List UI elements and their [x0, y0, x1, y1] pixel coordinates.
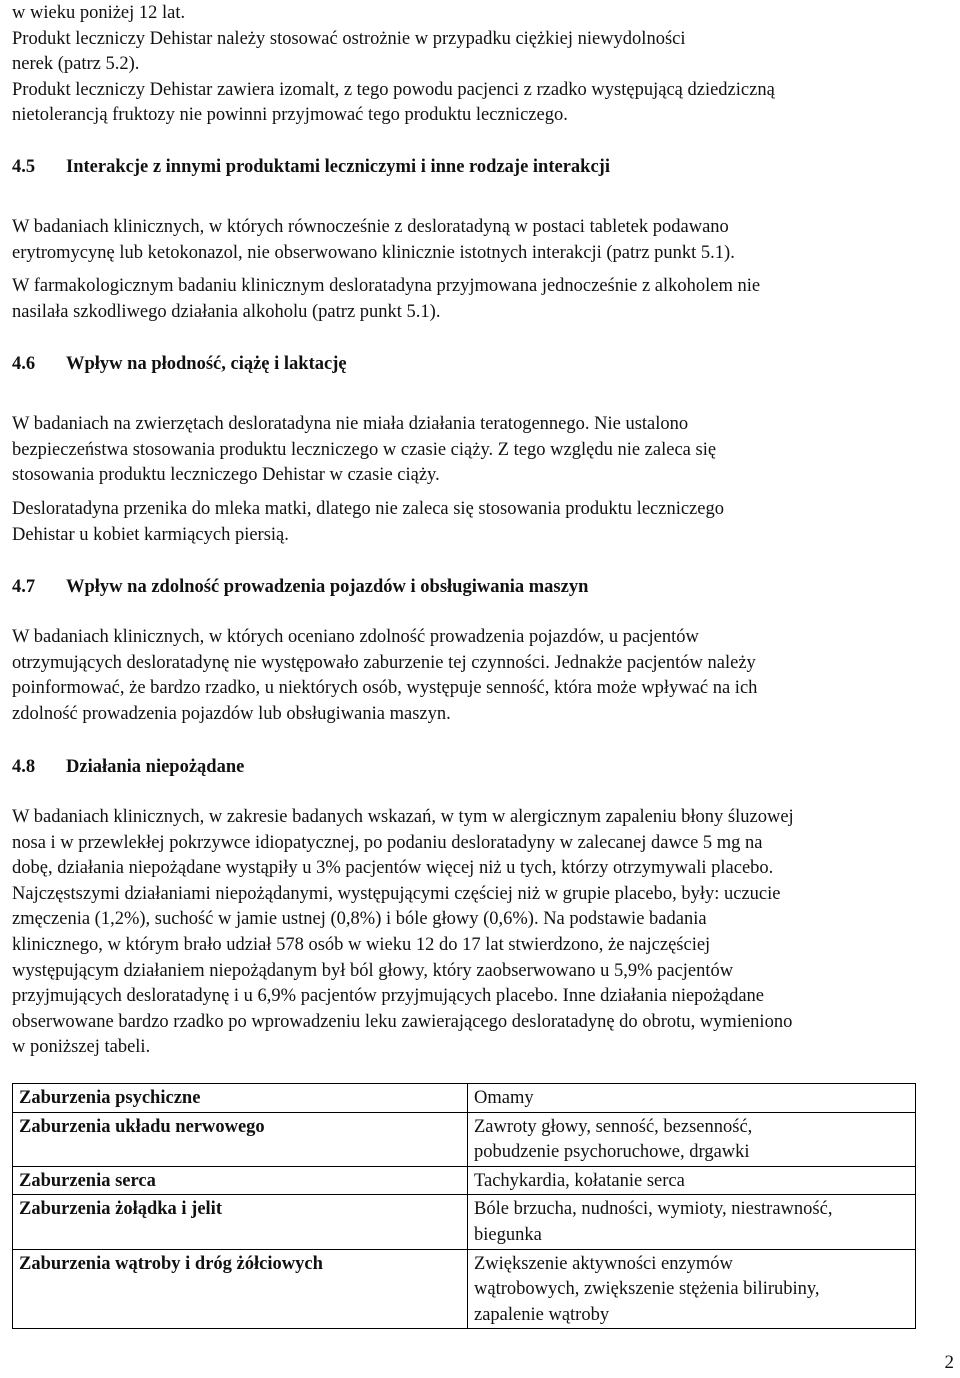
- paragraph-line: zmęczenia (1,2%), suchość w jamie ustnej (0,8%) i bóle głowy (0,6%). Na podstawie badania: [12, 909, 707, 930]
- paragraph-line: nosa i w przewlekłej pokrzywce idiopatycznej, po podaniu desloratadyny w zalecanej dawce 5 mg na: [12, 832, 763, 853]
- section-number: 4.6: [12, 354, 36, 374]
- effects-cell: [468, 1112, 916, 1166]
- paragraph-line: występującym działaniem niepożądanym był ból głowy, który zaobserwowano u 5,9% pacjentów: [12, 960, 734, 981]
- paragraph-line: Desloratadyna przenika do mleka matki, dlatego nie zaleca się stosowania produktu leczniczego: [12, 499, 724, 519]
- paragraph-line: poinformować, że bardzo rzadko, u niektórych osób, występuje senność, która może wpływać na ich: [12, 678, 758, 699]
- organ-class-cell: Zaburzenia serca: [13, 1166, 468, 1195]
- organ-class-cell: Zaburzenia psychiczne: [13, 1084, 468, 1113]
- section-title: Działania niepożądane: [66, 757, 245, 777]
- section-title: Wpływ na płodność, ciążę i laktację: [66, 354, 347, 374]
- organ-class-cell: Zaburzenia żołądka i jelit: [13, 1195, 468, 1249]
- effects-line: Zawroty głowy, senność, bezsenność,: [474, 1116, 753, 1137]
- section-title: Interakcje z innymi produktami leczniczymi i inne rodzaje interakcji: [66, 157, 610, 177]
- effects-line: Tachykardia, kołatanie serca: [474, 1170, 685, 1191]
- paragraph-line: Dehistar u kobiet karmiących piersią.: [12, 524, 289, 545]
- effects-line: pobudzenie psychoruchowe, drgawki: [474, 1142, 750, 1163]
- paragraph-line: W farmakologicznym badaniu klinicznym desloratadyna przyjmowana jednocześnie z alkoholem nie: [12, 276, 761, 296]
- section-4-5-paragraph: [12, 274, 760, 325]
- intro-line: w wieku poniżej 12 lat.: [12, 3, 186, 23]
- section-number: 4.7: [12, 577, 36, 597]
- effects-cell: [468, 1249, 916, 1329]
- effects-line: biegunka: [474, 1224, 542, 1245]
- section-4-5-paragraph: [12, 215, 735, 266]
- paragraph-line: obserwowane bardzo rzadko po wprowadzeniu leku zawierającego desloratadynę do obrotu, wymieniono: [12, 1011, 793, 1032]
- paragraph-line: W badaniach na zwierzętach desloratadyna nie miała działania teratogennego. Nie ustalono: [12, 414, 689, 434]
- section-4-8-paragraph: [12, 805, 794, 1061]
- section-4-6-paragraph: [12, 497, 724, 548]
- paragraph-line: otrzymujących desloratadynę nie występowało zaburzenie tej czynności. Jednakże pacjentów należy: [12, 652, 756, 673]
- paragraph-line: bezpieczeństwa stosowania produktu leczniczego w czasie ciąży. Z tego względu nie zaleca się: [12, 439, 717, 460]
- table-row: [13, 1112, 916, 1166]
- intro-line: nietolerancją fruktozy nie powinni przyjmować tego produktu leczniczego.: [12, 105, 568, 126]
- paragraph-line: w poniższej tabeli.: [12, 1037, 151, 1058]
- paragraph-line: stosowania produktu leczniczego Dehistar w czasie ciąży.: [12, 465, 440, 486]
- section-4-7-paragraph: [12, 625, 757, 727]
- effects-line: Bóle brzucha, nudności, wymioty, niestrawność,: [474, 1199, 833, 1220]
- paragraph-line: W badaniach klinicznych, w których oceniano zdolność prowadzenia pojazdów, u pacjentów: [12, 627, 699, 647]
- adverse-effects-table: [12, 1083, 916, 1329]
- effects-line: wątrobowych, zwiększenie stężenia bilirubiny,: [474, 1279, 820, 1300]
- paragraph-line: przyjmujących desloratadynę i u 6,9% pacjentów przyjmujących placebo. Inne działania niepożądane: [12, 986, 765, 1007]
- intro-line: Produkt leczniczy Dehistar należy stosować ostrożnie w przypadku ciężkiej niewydolności: [12, 28, 686, 49]
- organ-class-cell: Zaburzenia układu nerwowego: [13, 1112, 468, 1166]
- section-heading-4-6: [12, 351, 347, 377]
- section-heading-4-5: [12, 154, 610, 180]
- section-number: 4.5: [12, 157, 36, 177]
- paragraph-line: nasilała szkodliwego działania alkoholu (patrz punkt 5.1).: [12, 301, 441, 322]
- section-number: 4.8: [12, 757, 36, 777]
- table-row: [13, 1166, 916, 1195]
- effects-line: Zwiększenie aktywności enzymów: [474, 1253, 733, 1274]
- section-heading-4-8: [12, 754, 244, 780]
- table-row: [13, 1084, 916, 1113]
- paragraph-line: Najczęstszymi działaniami niepożądanymi, występującymi częściej niż w grupie placebo, były: uczucie: [12, 883, 781, 904]
- section-heading-4-7: [12, 574, 588, 600]
- table-row: [13, 1195, 916, 1249]
- effects-cell: [468, 1166, 916, 1195]
- paragraph-line: dobę, działania niepożądane wystąpiły u 3% pacjentów więcej niż u tych, którzy otrzymywali placebo.: [12, 858, 774, 879]
- section-4-6-paragraph: [12, 412, 716, 489]
- effects-cell: [468, 1084, 916, 1113]
- page-number: 2: [944, 1352, 954, 1373]
- table-row: [13, 1249, 916, 1329]
- paragraph-line: erytromycynę lub ketokonazol, nie obserwowano klinicznie istotnych interakcji (patrz punkt 5.1).: [12, 242, 735, 263]
- effects-line: zapalenie wątroby: [474, 1304, 610, 1325]
- section-title: Wpływ na zdolność prowadzenia pojazdów i obsługiwania maszyn: [66, 577, 589, 597]
- organ-class-cell: Zaburzenia wątroby i dróg żółciowych: [13, 1249, 468, 1329]
- paragraph-line: W badaniach klinicznych, w których równocześnie z desloratadyną w postaci tabletek podawano: [12, 217, 729, 237]
- intro-line: Produkt leczniczy Dehistar zawiera izomalt, z tego powodu pacjenci z rzadko występującą dziedziczną: [12, 79, 775, 100]
- paragraph-line: zdolność prowadzenia pojazdów lub obsługiwania maszyn.: [12, 703, 451, 724]
- effects-cell: [468, 1195, 916, 1249]
- paragraph-line: klinicznego, w którym brało udział 578 osób w wieku 12 do 17 lat stwierdzono, że najczęściej: [12, 934, 711, 955]
- intro-line: nerek (patrz 5.2).: [12, 54, 140, 75]
- intro-text: [12, 1, 775, 129]
- effects-line: Omamy: [474, 1088, 534, 1108]
- paragraph-line: W badaniach klinicznych, w zakresie badanych wskazań, w tym w alergicznym zapaleniu błony śluzowej: [12, 807, 794, 827]
